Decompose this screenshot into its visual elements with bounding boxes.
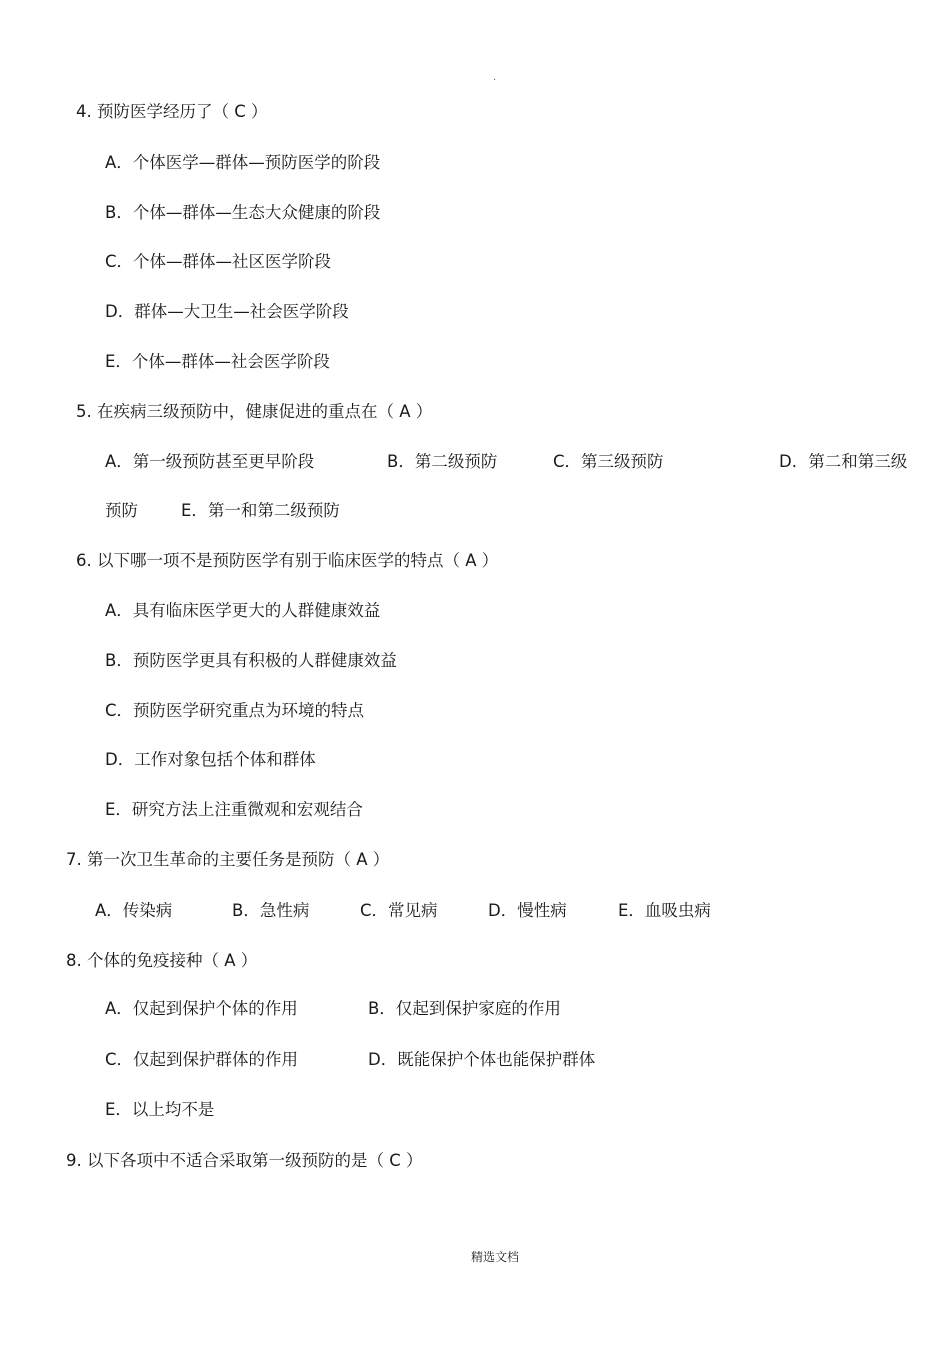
question-6-stem: 6. 以下哪一项不是预防医学有别于临床医学的特点（ A ） — [76, 551, 499, 570]
question-5-option-d: D．第二和第三级 — [779, 452, 908, 471]
question-9-stem: 9. 以下各项中不适合采取第一级预防的是（ C ） — [66, 1151, 423, 1170]
question-8-option-a: A．仅起到保护个体的作用 — [105, 999, 298, 1018]
question-8-stem: 8. 个体的免疫接种（ A ） — [66, 951, 258, 970]
question-5-option-d-continued: 预防 — [105, 501, 138, 520]
question-4-option-d: D．群体—大卫生—社会医学阶段 — [105, 302, 349, 321]
question-4-option-c: C．个体—群体—社区医学阶段 — [105, 252, 332, 271]
question-8-option-d: D．既能保护个体也能保护群体 — [368, 1050, 596, 1069]
question-5-option-a: A．第一级预防甚至更早阶段 — [105, 452, 315, 471]
question-7-option-a: A．传染病 — [95, 901, 173, 920]
question-4-option-e: E．个体—群体—社会医学阶段 — [105, 352, 330, 371]
question-8-option-b: B．仅起到保护家庭的作用 — [368, 999, 561, 1018]
question-6-option-a: A．具有临床医学更大的人群健康效益 — [105, 601, 381, 620]
header-dot: . — [493, 72, 497, 83]
question-7-stem: 7. 第一次卫生革命的主要任务是预防（ A ） — [66, 850, 390, 869]
question-4-option-b: B．个体—群体—生态大众健康的阶段 — [105, 203, 381, 222]
question-5-option-c: C．第三级预防 — [553, 452, 664, 471]
question-7-option-b: B．急性病 — [232, 901, 310, 920]
question-6-option-e: E．研究方法上注重微观和宏观结合 — [105, 800, 363, 819]
question-7-option-e: E．血吸虫病 — [618, 901, 711, 920]
question-5-option-e: E．第一和第二级预防 — [181, 501, 340, 520]
question-6-option-c: C．预防医学研究重点为环境的特点 — [105, 701, 365, 720]
question-6-option-d: D．工作对象包括个体和群体 — [105, 750, 316, 769]
question-7-option-c: C．常见病 — [360, 901, 438, 920]
question-6-option-b: B．预防医学更具有积极的人群健康效益 — [105, 651, 397, 670]
page-footer: 精选文档 — [470, 1250, 519, 1264]
question-8-option-c: C．仅起到保护群体的作用 — [105, 1050, 299, 1069]
question-5-stem: 5. 在疾病三级预防中，健康促进的重点在（ A ） — [76, 402, 433, 421]
question-5-option-b: B．第二级预防 — [387, 452, 498, 471]
question-4-option-a: A．个体医学—群体—预防医学的阶段 — [105, 153, 381, 172]
question-8-option-e: E．以上均不是 — [105, 1100, 215, 1119]
question-7-option-d: D．慢性病 — [488, 901, 567, 920]
question-4-stem: 4. 预防医学经历了（ C ） — [76, 102, 268, 121]
